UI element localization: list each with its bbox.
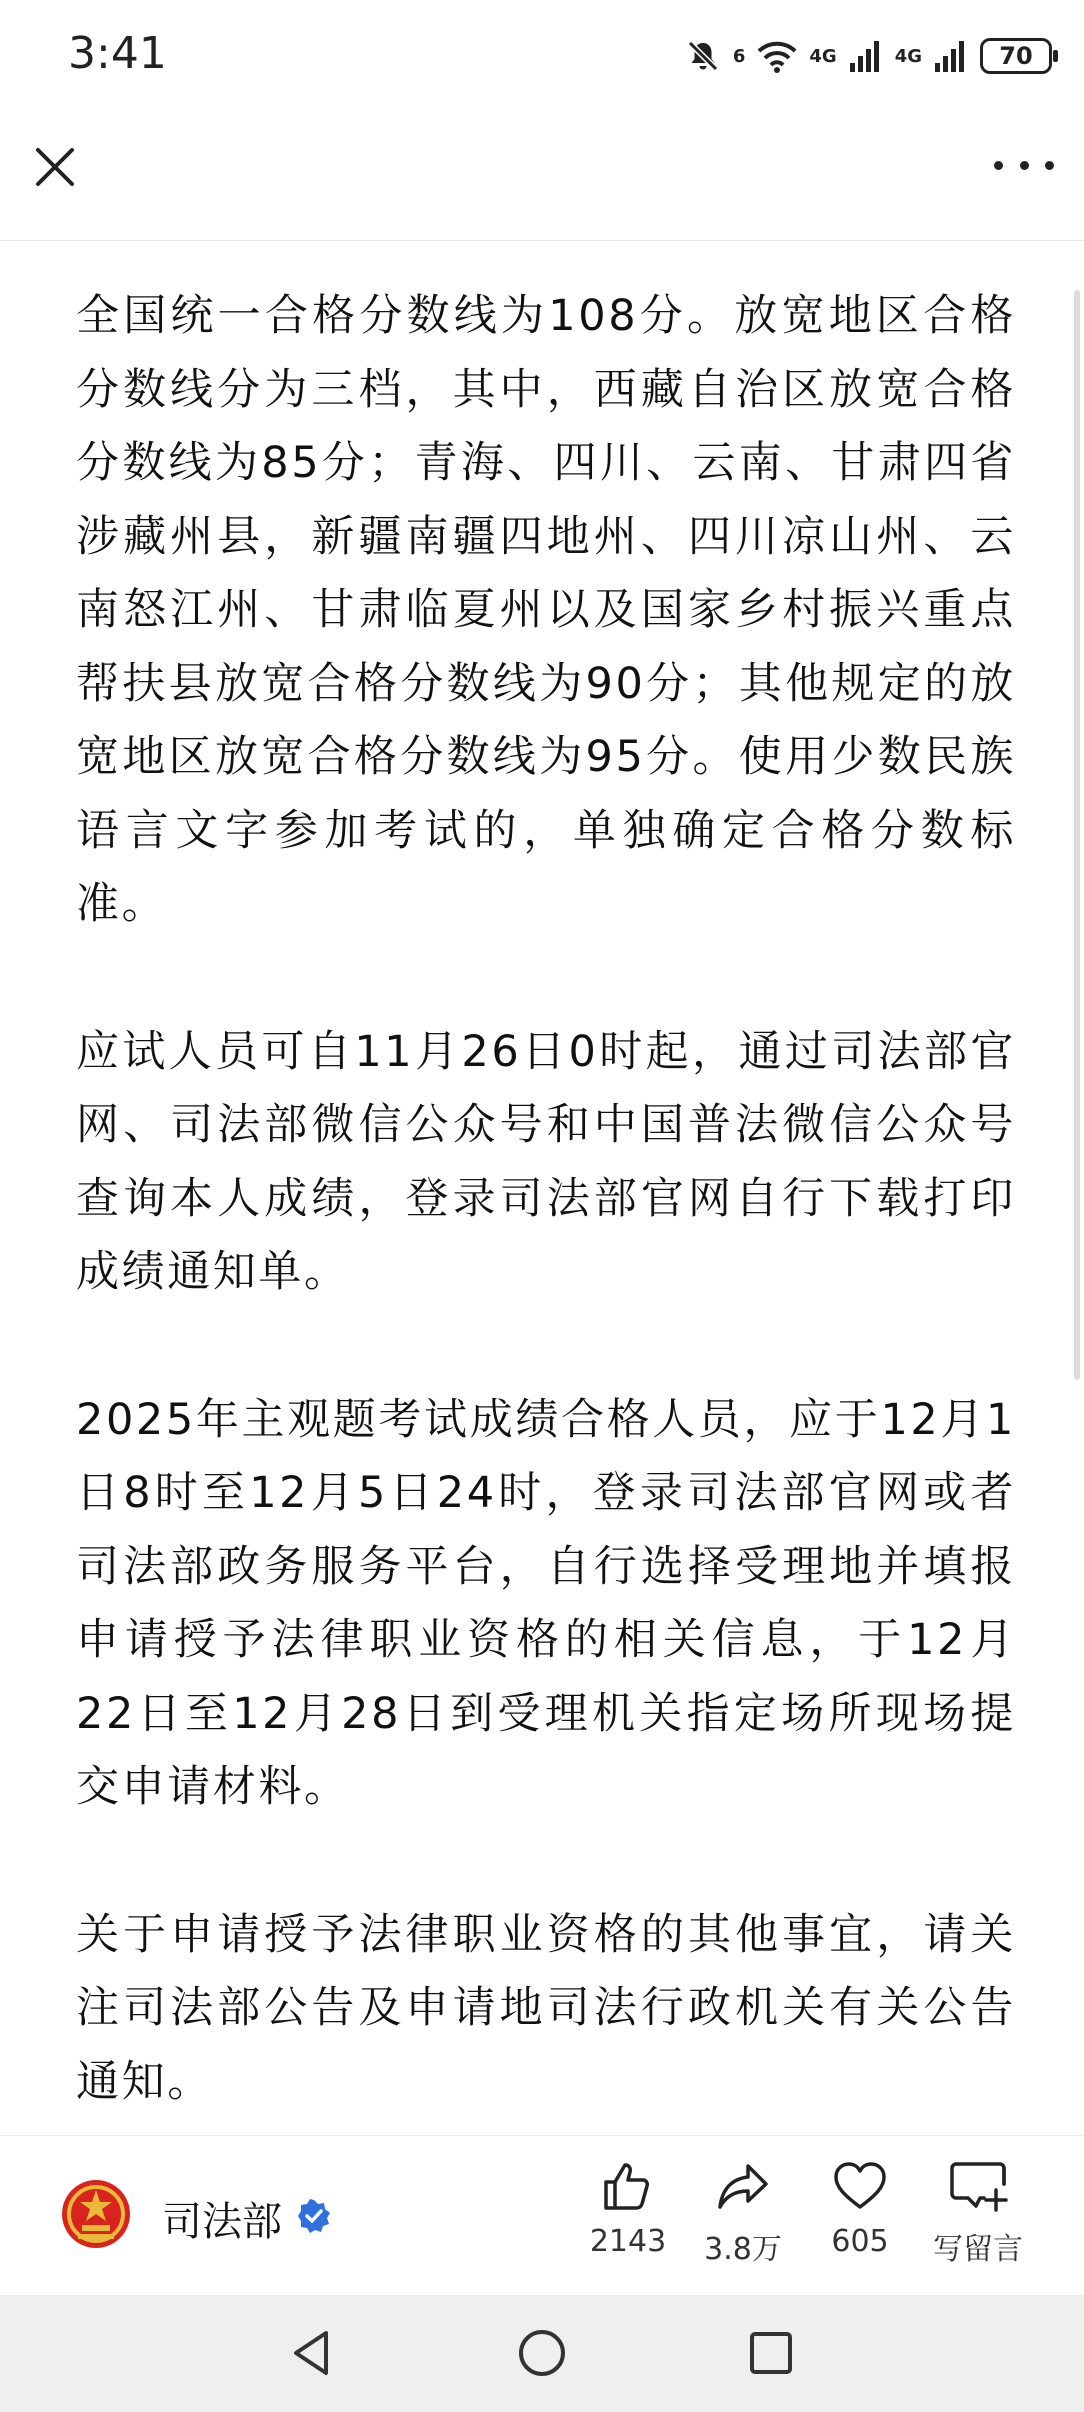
top-bar [0, 115, 1084, 241]
home-button[interactable] [512, 2323, 572, 2383]
heart-icon [832, 2158, 888, 2214]
status-time: 3:41 [68, 28, 167, 79]
network-label-2: 4G [894, 45, 922, 67]
comment-label: 写留言 [933, 2232, 1023, 2267]
verified-badge-icon [297, 2199, 331, 2233]
author-avatar[interactable] [60, 2178, 132, 2250]
home-icon [512, 2323, 572, 2383]
more-icon-dot [1045, 161, 1054, 170]
recents-button[interactable] [741, 2323, 801, 2383]
share-icon [715, 2158, 771, 2214]
battery-icon [980, 38, 1052, 74]
article-paragraph: 关于申请授予法律职业资格的其他事宜，请关注司法部公告及申请地司法行政机关有关公告通知。 [76, 1909, 1016, 2107]
like-button[interactable] [573, 2158, 683, 2259]
share-button[interactable] [688, 2158, 798, 2268]
like-count: 2143 [589, 2224, 667, 2259]
close-icon [30, 142, 80, 192]
share-count: 3.8万 [704, 2232, 782, 2267]
battery-level: 70 [999, 42, 1033, 70]
more-icon-dot [1020, 161, 1029, 170]
signal-icon [934, 39, 968, 73]
author-name[interactable]: 司法部 [162, 2199, 282, 2245]
article-paragraph: 应试人员可自11月26日0时起，通过司法部官网、司法部微信公众号和中国普法微信公众号查询本人成绩，登录司法部官网自行下载打印成绩通知单。 [76, 1026, 1016, 1297]
thumbs-up-icon [600, 2158, 656, 2214]
status-icons [685, 30, 1052, 82]
signal-icon [849, 39, 883, 73]
favorite-button[interactable] [805, 2158, 915, 2259]
favorite-count: 605 [831, 2224, 889, 2259]
emblem-icon [60, 2178, 132, 2250]
article-paragraph: 全国统一合格分数线为108分。放宽地区合格分数线分为三档，其中，西藏自治区放宽合格分数线为85分；青海、四川、云南、甘肃四省涉藏州县，新疆南疆四地州、四川凉山州、云南怒江州、甘肃临夏州以及国家乡村振兴重点帮扶县放宽合格分数线为90分；其他规定的放宽地区放宽合格分数线为95分。使用少数民族语言文字参加考试的，单独确定合格分数标准。 [76, 291, 1016, 929]
article-body [76, 280, 1016, 2119]
wifi-label: 6 [732, 45, 746, 67]
scrollbar-thumb[interactable] [1074, 290, 1080, 1380]
network-label-1: 4G [809, 45, 837, 67]
comment-button[interactable] [923, 2158, 1033, 2268]
article-paragraph: 2025年主观题考试成绩合格人员，应于12月1日8时至12月5日24时，登录司法部官网或者司法部政务服务平台，自行选择受理地并填报申请授予法律职业资格的相关信息，于12月22日至12月28日到受理机关指定场所现场提交申请材料。 [76, 1394, 1016, 1812]
recents-icon [741, 2323, 801, 2383]
bell-off-icon [685, 38, 721, 74]
more-button[interactable] [994, 150, 1054, 180]
back-icon [282, 2323, 342, 2383]
comment-add-icon [948, 2158, 1008, 2214]
more-icon-dot [994, 161, 1003, 170]
wifi-icon [757, 39, 797, 73]
status-bar [0, 0, 1084, 115]
close-button[interactable] [30, 142, 80, 192]
back-button[interactable] [282, 2323, 342, 2383]
